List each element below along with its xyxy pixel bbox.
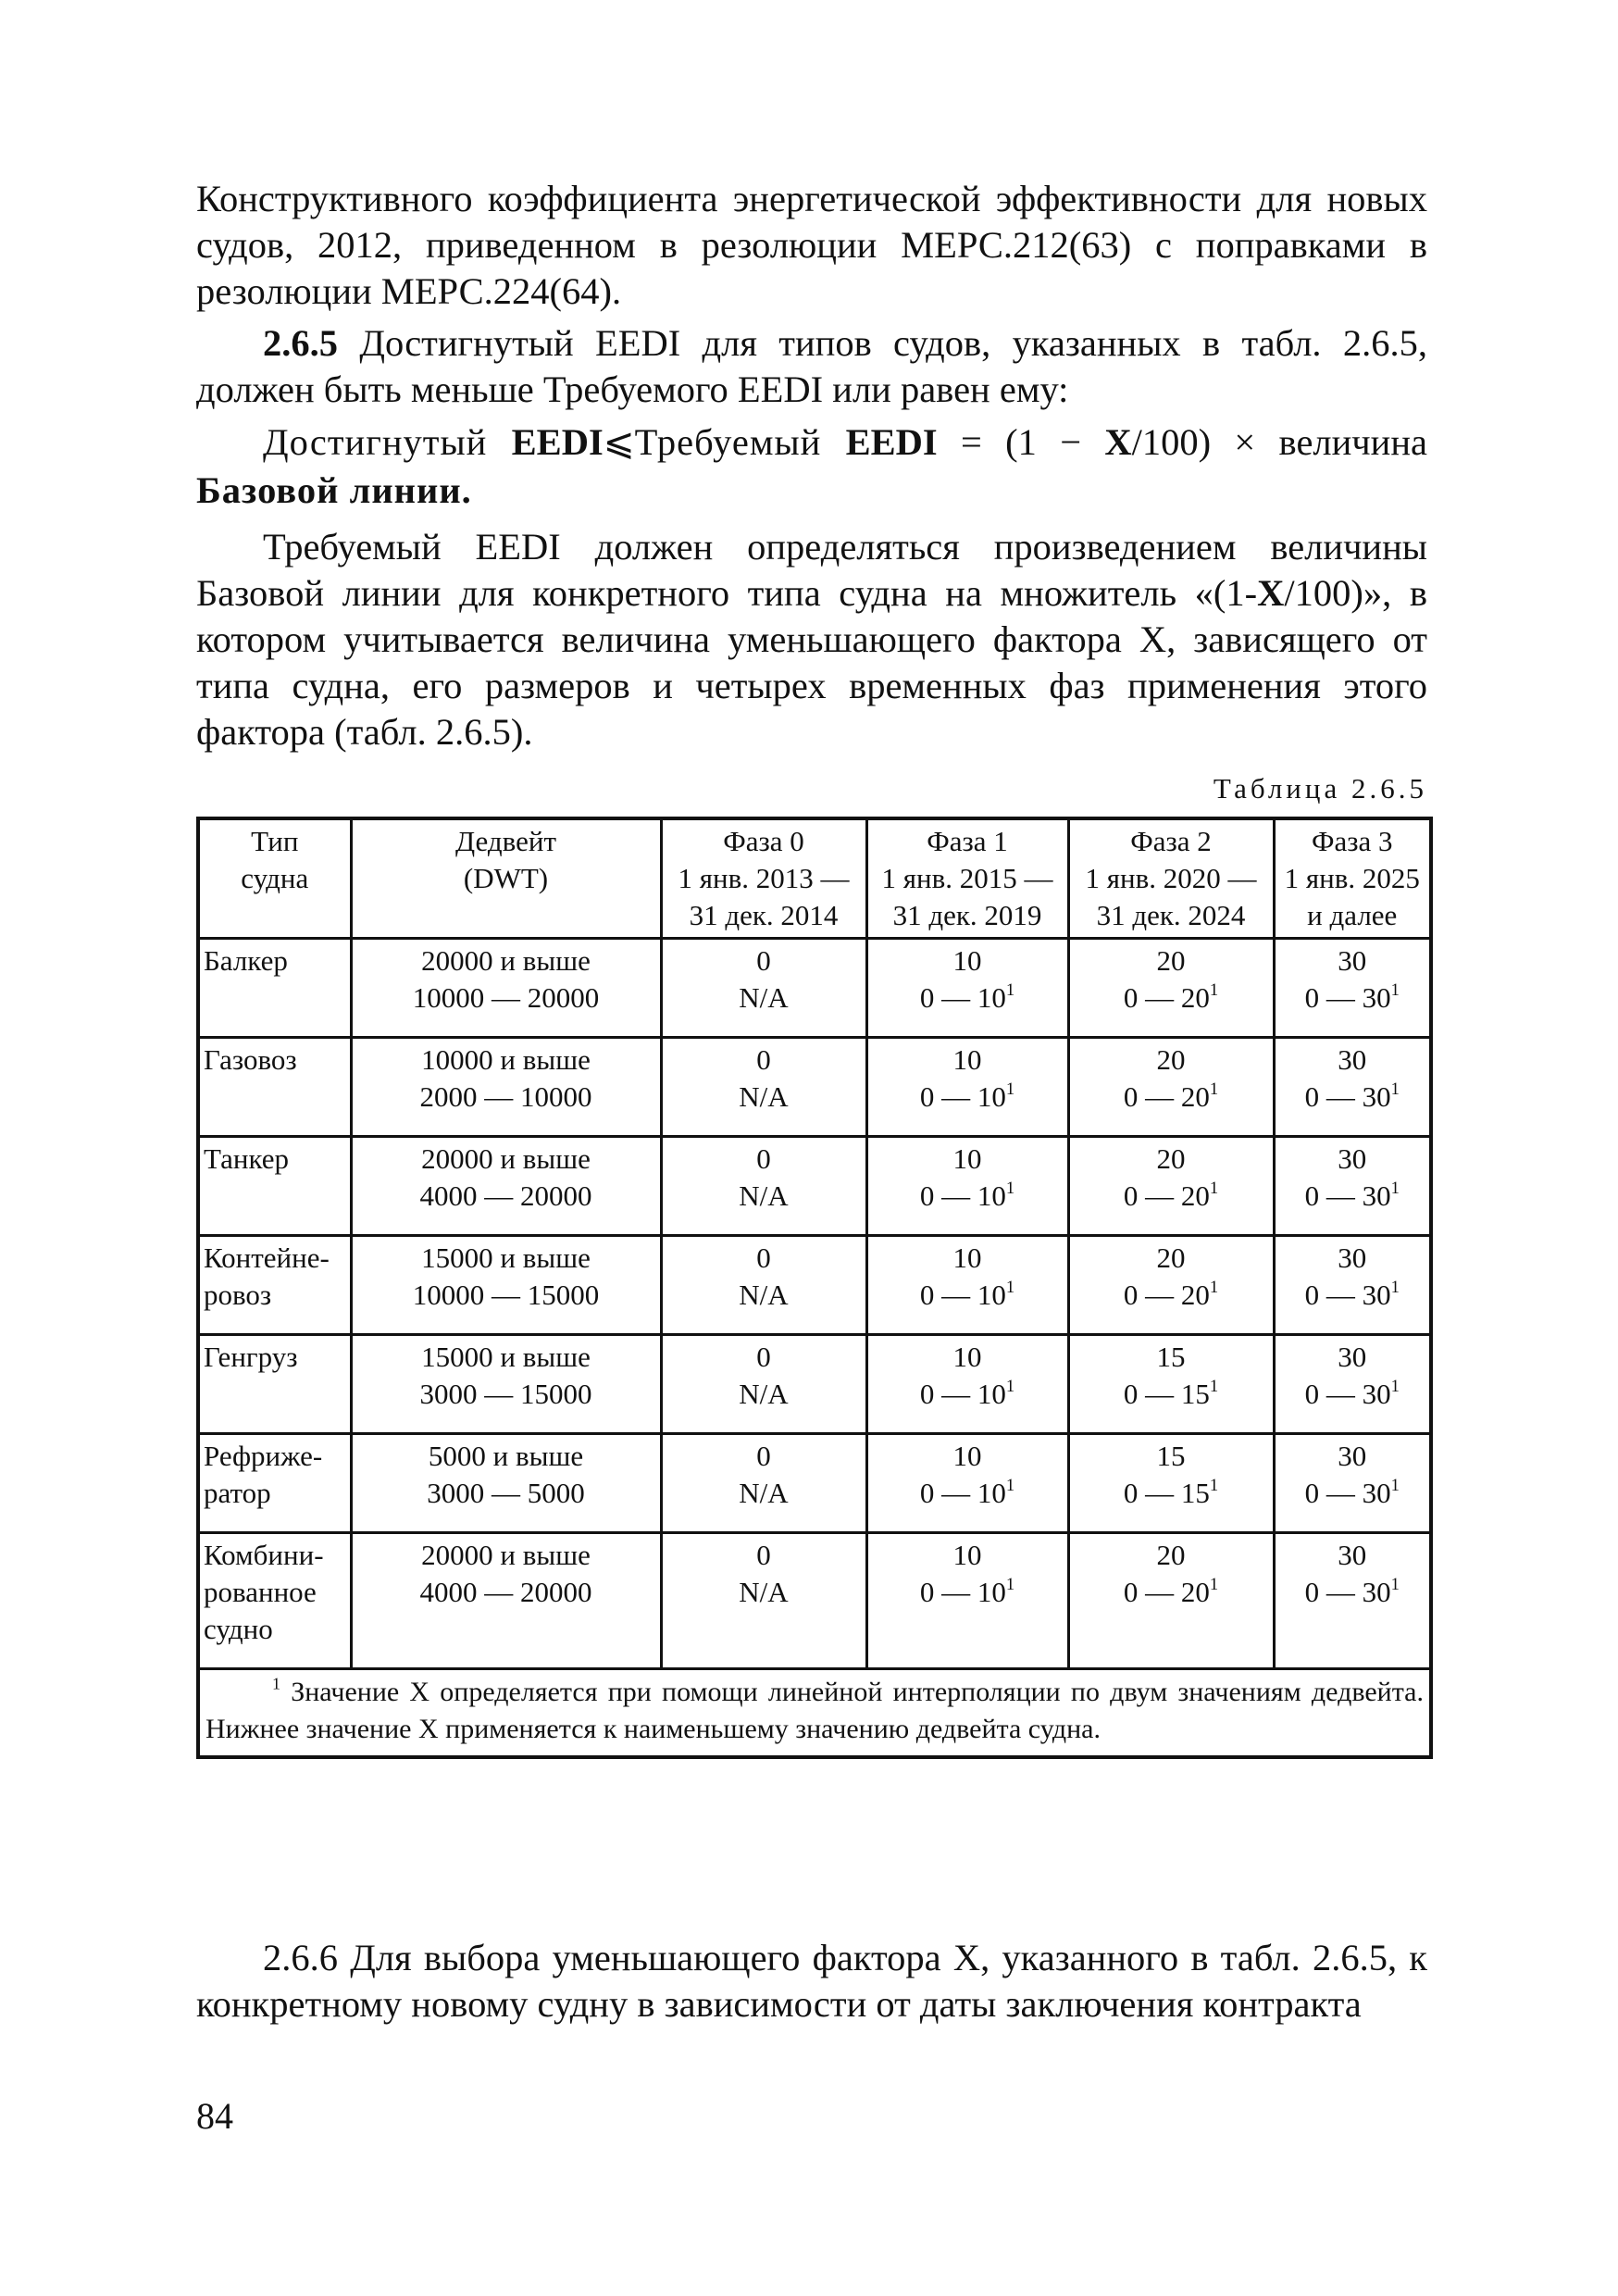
formula-baseline: Базовой линии. — [196, 469, 472, 511]
eedi-formula — [196, 418, 1427, 515]
ship-type-cell: Рефриже- ратор — [198, 1434, 351, 1533]
table-row — [198, 1236, 1431, 1335]
table-row — [198, 1434, 1431, 1533]
table-row — [198, 1137, 1431, 1236]
dwt-cell: 20000 и выше 4000 — 20000 — [351, 1137, 661, 1236]
phase1-cell: 10 0 — $10^1$ — [866, 1236, 1068, 1335]
table-row — [198, 939, 1431, 1038]
ship-type-cell: Танкер — [198, 1137, 351, 1236]
ship-type-cell: Газовоз — [198, 1038, 351, 1137]
dwt-cell: 15000 и выше 3000 — 15000 — [351, 1335, 661, 1434]
table-row — [198, 1533, 1431, 1669]
formula-leq-sign: ⩽ — [603, 421, 635, 463]
explanation-x: X — [1257, 572, 1285, 614]
table-header-row — [198, 818, 1431, 939]
table-footnote-row — [198, 1669, 1431, 1758]
section-2-6-5-paragraph — [196, 320, 1427, 413]
dwt-cell: 15000 и выше 10000 — 15000 — [351, 1236, 661, 1335]
phase3-cell: 30 0 — $30^1$ — [1274, 1434, 1431, 1533]
header-dwt: Дедвейт (DWT) — [351, 818, 661, 939]
formula-x: X — [1104, 421, 1132, 463]
phase0-cell: 0 N/A — [661, 1038, 866, 1137]
ship-type-cell: Балкер — [198, 939, 351, 1038]
formula-multiplier: /100) × величина — [1131, 421, 1427, 463]
ship-type-cell: Комбини- рованное судно — [198, 1533, 351, 1669]
section-2-6-6-paragraph: 2.6.6 Для выбора уменьшающего фактора X, указанного в табл. 2.6.5, к конкретному новому судну в зависимости от даты заключения контракта — [196, 1937, 1427, 2025]
dwt-cell: 5000 и выше 3000 — 5000 — [351, 1434, 661, 1533]
explanation-rest: /100)», в котором учитывается величина уменьшающего фактора X, зависящего от типа судна, его размеров и четырех временных фаз применения этого фактора (табл. 2.6.5). — [196, 572, 1427, 753]
phase1-cell: 10 0 — $10^1$ — [866, 1533, 1068, 1669]
section-2-6-6-block — [196, 1935, 1427, 2028]
formula-eedi: EEDI — [511, 421, 604, 463]
ship-type-cell: Генгруз — [198, 1335, 351, 1434]
phase2-cell: 20 0 — $20^1$ — [1068, 939, 1274, 1038]
section-text: Достигнутый EEDI для типов судов, указанных в табл. 2.6.5, должен быть меньше Требуемого EEDI или равен ему: — [196, 322, 1427, 410]
header-phase-2: Фаза 2 1 янв. 2020 — 31 дек. 2024 — [1068, 818, 1274, 939]
table-caption: Таблица 2.6.5 — [1213, 772, 1427, 805]
formula-achieved: Достигнутый — [263, 421, 512, 463]
table-footnote — [198, 1669, 1431, 1758]
phase3-cell: 30 0 — $30^1$ — [1274, 1533, 1431, 1669]
dwt-cell: 10000 и выше 2000 — 10000 — [351, 1038, 661, 1137]
dwt-cell: 20000 и выше 4000 — 20000 — [351, 1533, 661, 1669]
phase3-cell: 30 0 — $30^1$ — [1274, 1038, 1431, 1137]
phase3-cell: 30 0 — $30^1$ — [1274, 1137, 1431, 1236]
phase0-cell: 0 N/A — [661, 1137, 866, 1236]
intro-paragraph: Конструктивного коэффициента энергетической эффективности для новых судов, 2012, приведенном в резолюции МЕРС.212(63) с поправками в резолюции МЕРС.224(64). — [196, 178, 1427, 312]
dwt-cell: 20000 и выше 10000 — 20000 — [351, 939, 661, 1038]
page-content — [196, 176, 1427, 1759]
phase2-cell: 15 0 — $15^1$ — [1068, 1434, 1274, 1533]
section-number: 2.6.5 — [263, 322, 338, 364]
table-row — [198, 1335, 1431, 1434]
phase0-cell: 0 N/A — [661, 1236, 866, 1335]
phase2-cell: 20 0 — $20^1$ — [1068, 1533, 1274, 1669]
phase0-cell: 0 N/A — [661, 939, 866, 1038]
eedi-reduction-table — [196, 817, 1433, 1759]
header-ship-type: Тип судна — [198, 818, 351, 939]
explanation-text: Требуемый EEDI должен определяться произведением величины Базовой линии для конкретного типа судна на множитель «(1- — [196, 526, 1427, 614]
phase2-cell: 20 0 — $20^1$ — [1068, 1038, 1274, 1137]
phase1-cell: 10 0 — $10^1$ — [866, 1137, 1068, 1236]
formula-required: Требуемый — [634, 421, 846, 463]
table-row — [198, 1038, 1431, 1137]
phase3-cell: 30 0 — $30^1$ — [1274, 1335, 1431, 1434]
page-number: 84 — [196, 2095, 233, 2137]
phase1-cell: 10 0 — $10^1$ — [866, 1434, 1068, 1533]
phase2-cell: 15 0 — $15^1$ — [1068, 1335, 1274, 1434]
phase2-cell: 20 0 — $20^1$ — [1068, 1137, 1274, 1236]
explanation-paragraph — [196, 524, 1427, 755]
formula-eedi: EEDI — [845, 421, 938, 463]
phase1-cell: 10 0 — $10^1$ — [866, 1038, 1068, 1137]
formula-bracket: = (1 − — [937, 421, 1105, 463]
header-phase-3: Фаза 3 1 янв. 2025 и далее — [1274, 818, 1431, 939]
ship-type-cell: Контейне- ровоз — [198, 1236, 351, 1335]
phase3-cell: 30 0 — $30^1$ — [1274, 939, 1431, 1038]
footnote-text: Значение X определяется при помощи линейной интерполяции по двум значениям дедвейта. Нижнее значение X применяется к наименьшему значению дедвейта судна. — [205, 1677, 1424, 1744]
header-phase-0: Фаза 0 1 янв. 2013 — 31 дек. 2014 — [661, 818, 866, 939]
footnote-marker: 1 — [272, 1674, 280, 1693]
phase0-cell: 0 N/A — [661, 1335, 866, 1434]
phase1-cell: 10 0 — $10^1$ — [866, 939, 1068, 1038]
header-phase-1: Фаза 1 1 янв. 2015 — 31 дек. 2019 — [866, 818, 1068, 939]
phase3-cell: 30 0 — $30^1$ — [1274, 1236, 1431, 1335]
phase0-cell: 0 N/A — [661, 1533, 866, 1669]
phase0-cell: 0 N/A — [661, 1434, 866, 1533]
phase2-cell: 20 0 — $20^1$ — [1068, 1236, 1274, 1335]
phase1-cell: 10 0 — $10^1$ — [866, 1335, 1068, 1434]
